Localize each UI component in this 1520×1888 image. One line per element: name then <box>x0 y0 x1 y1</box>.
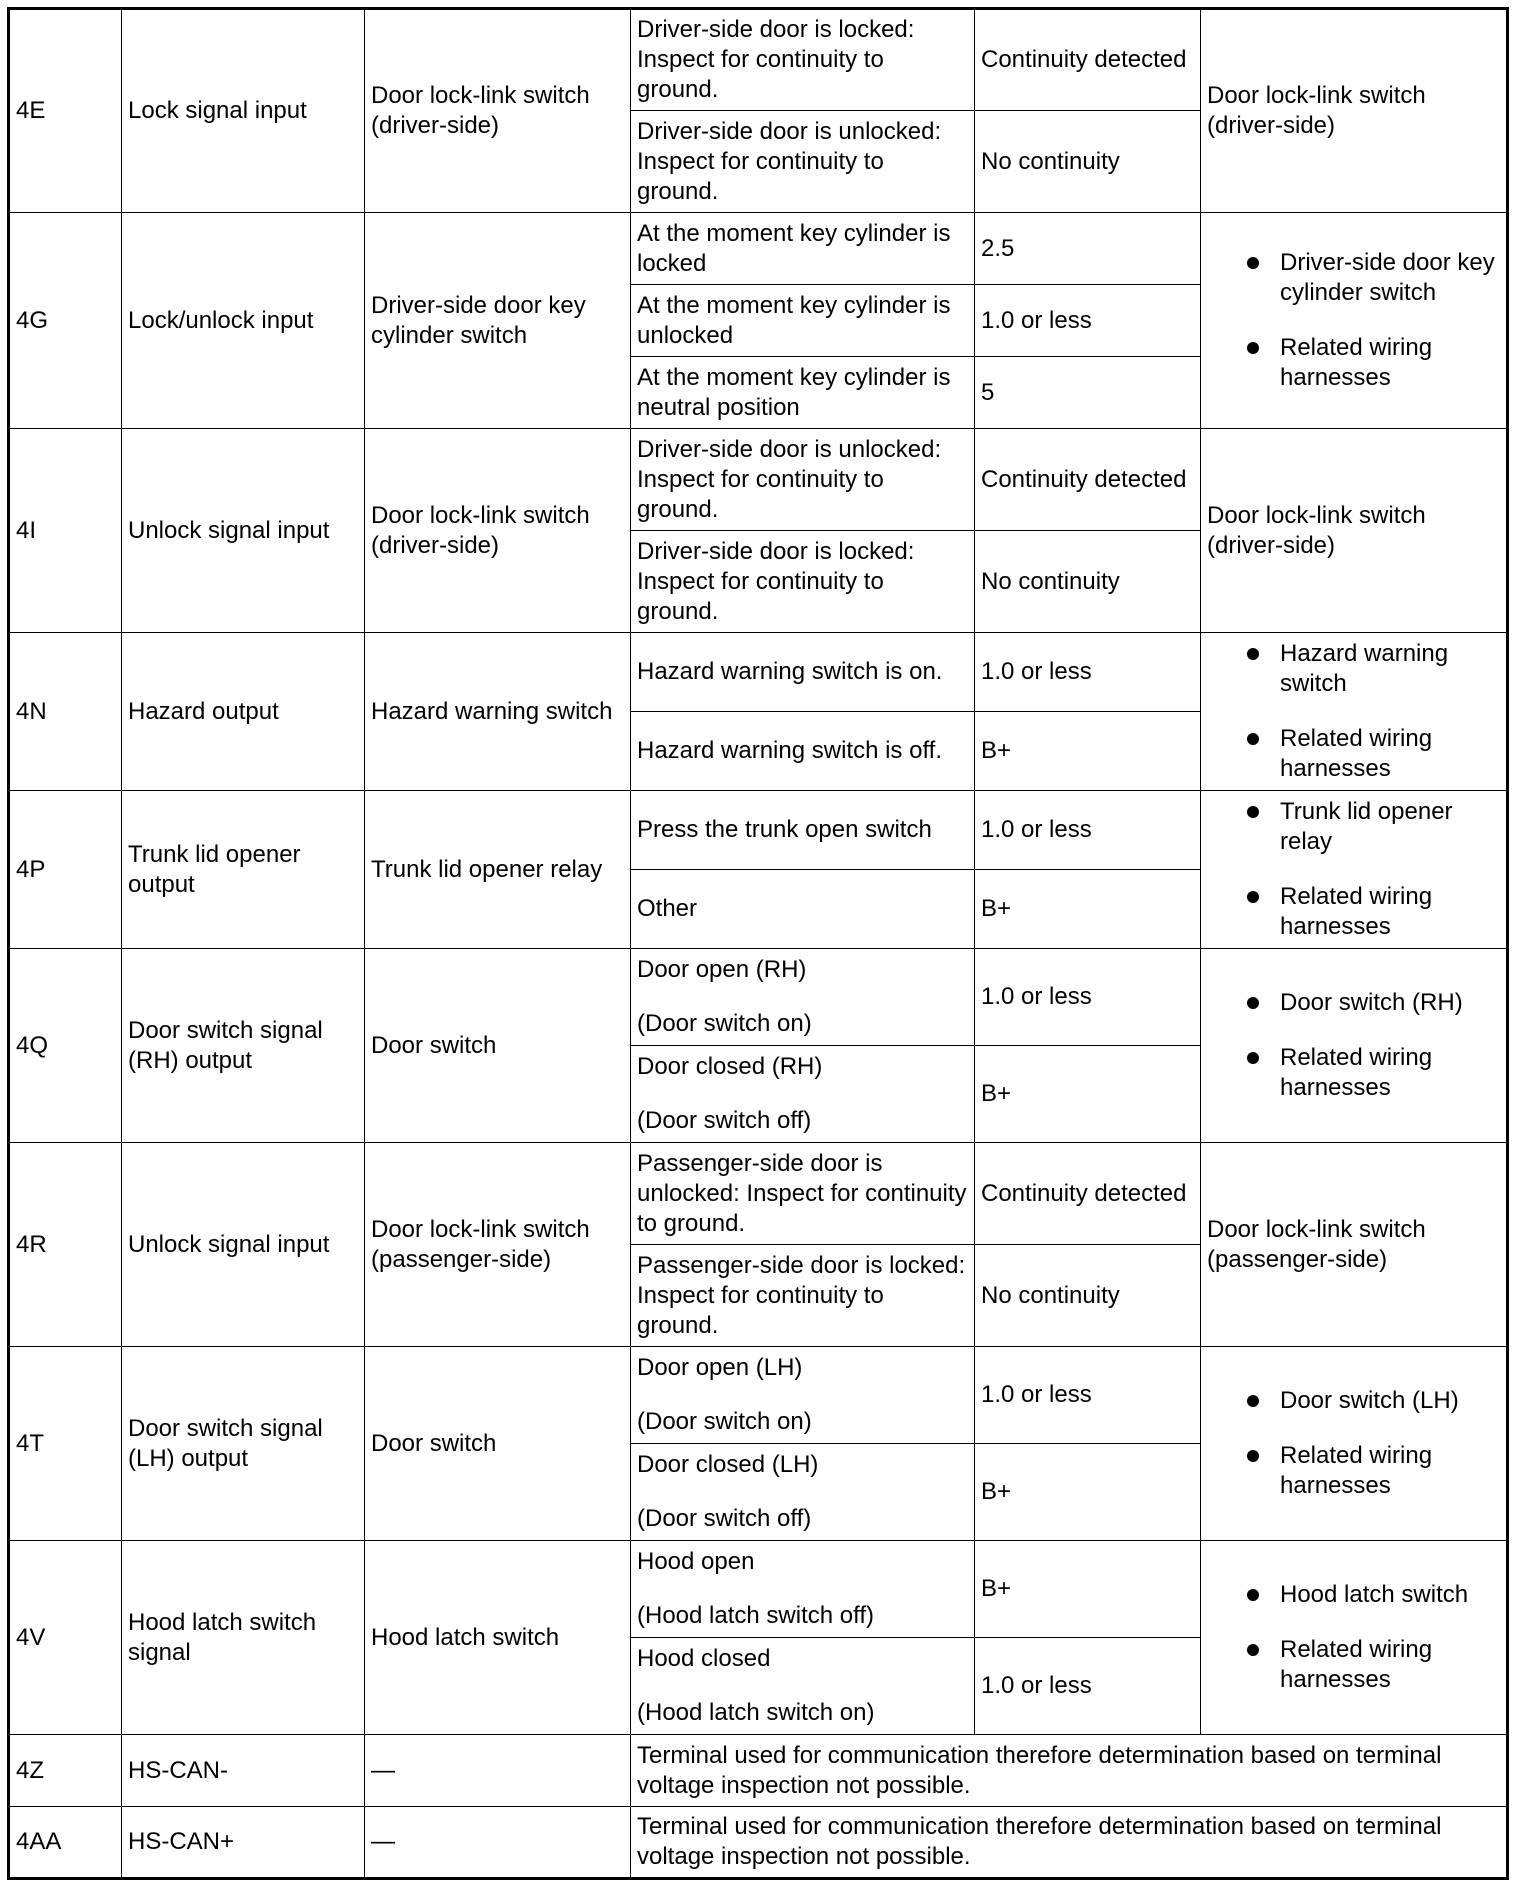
inspection-list-item: Related wiring harnesses <box>1247 1441 1500 1501</box>
measurement-condition-cell: At the moment key cylinder is locked <box>631 213 975 285</box>
measurement-condition-cell: Driver-side door is locked: Inspect for continuity to ground. <box>631 9 975 111</box>
connected-to-cell: Hazard warning switch <box>365 633 631 791</box>
inspection-list-item: Hood latch switch <box>1247 1580 1500 1610</box>
signal-cell: Hazard output <box>122 633 365 791</box>
measurement-condition-cell: Hazard warning switch is off. <box>631 712 975 791</box>
terminal-cell: 4I <box>9 429 122 633</box>
inspection-list-item: Related wiring harnesses <box>1247 882 1500 942</box>
voltage-value-cell: Continuity detected <box>975 429 1201 531</box>
terminal-cell: 4G <box>9 213 122 429</box>
inspection-list-item: Driver-side door key cylinder switch <box>1247 248 1500 308</box>
voltage-value-cell: No continuity <box>975 1245 1201 1347</box>
table-body <box>9 9 1508 1879</box>
table-row <box>9 429 1508 531</box>
inspection-list <box>1207 639 1500 784</box>
voltage-value-cell: B+ <box>975 1541 1201 1638</box>
inspection-item-cell <box>1201 1541 1508 1735</box>
condition-line: (Hood latch switch off) <box>637 1602 874 1629</box>
voltage-value-cell: 2.5 <box>975 213 1201 285</box>
table-row <box>9 949 1508 1046</box>
voltage-value-cell: 5 <box>975 357 1201 429</box>
voltage-value-cell: B+ <box>975 1046 1201 1143</box>
terminal-cell: 4V <box>9 1541 122 1735</box>
table-row <box>9 1143 1508 1245</box>
terminal-cell: 4N <box>9 633 122 791</box>
condition-line: (Door switch on) <box>637 1010 812 1037</box>
inspection-list <box>1207 1580 1500 1695</box>
signal-cell: Lock/unlock input <box>122 213 365 429</box>
condition-line: Door closed (LH) <box>637 1451 819 1478</box>
condition-line: Door closed (RH) <box>637 1053 823 1080</box>
connected-to-cell: — <box>365 1735 631 1807</box>
voltage-value-cell: B+ <box>975 870 1201 949</box>
signal-cell: Door switch signal (RH) output <box>122 949 365 1143</box>
table-row <box>9 1807 1508 1879</box>
inspection-list-item: Door switch (RH) <box>1247 988 1500 1018</box>
terminal-cell: 4AA <box>9 1807 122 1879</box>
connected-to-cell: Door switch <box>365 949 631 1143</box>
signal-cell: Unlock signal input <box>122 1143 365 1347</box>
terminal-cell: 4Z <box>9 1735 122 1807</box>
inspection-item-cell <box>1201 791 1508 949</box>
inspection-list <box>1207 248 1500 393</box>
voltage-value-cell: B+ <box>975 1444 1201 1541</box>
connected-to-cell: Door lock-link switch (driver-side) <box>365 429 631 633</box>
voltage-value-cell: 1.0 or less <box>975 791 1201 870</box>
signal-cell: HS-CAN- <box>122 1735 365 1807</box>
condition-line: Door open (LH) <box>637 1354 803 1381</box>
condition-line: (Door switch on) <box>637 1408 812 1435</box>
voltage-value-cell: B+ <box>975 712 1201 791</box>
inspection-list-item: Related wiring harnesses <box>1247 1043 1500 1103</box>
inspection-item-cell <box>1201 949 1508 1143</box>
signal-cell: Lock signal input <box>122 9 365 213</box>
measurement-condition-cell <box>631 1541 975 1638</box>
inspection-list-item: Trunk lid opener relay <box>1247 797 1500 857</box>
connected-to-cell: Door switch <box>365 1347 631 1541</box>
measurement-condition-cell: Driver-side door is unlocked: Inspect for continuity to ground. <box>631 111 975 213</box>
inspection-item-cell: Door lock-link switch (driver-side) <box>1201 429 1508 633</box>
condition-line: Hood open <box>637 1548 755 1575</box>
measurement-condition-cell: Other <box>631 870 975 949</box>
voltage-value-cell: 1.0 or less <box>975 1638 1201 1735</box>
voltage-value-cell: No continuity <box>975 531 1201 633</box>
inspection-list-item: Door switch (LH) <box>1247 1386 1500 1416</box>
signal-cell: Hood latch switch signal <box>122 1541 365 1735</box>
terminal-cell: 4P <box>9 791 122 949</box>
inspection-item-cell <box>1201 213 1508 429</box>
condition-line: (Door switch off) <box>637 1505 812 1532</box>
inspection-item-cell: Door lock-link switch (driver-side) <box>1201 9 1508 213</box>
connected-to-cell: Door lock-link switch (passenger-side) <box>365 1143 631 1347</box>
table-row <box>9 791 1508 870</box>
measurement-condition-cell: At the moment key cylinder is neutral position <box>631 357 975 429</box>
measurement-condition-cell <box>631 1638 975 1735</box>
voltage-value-cell: Continuity detected <box>975 1143 1201 1245</box>
measurement-condition-cell <box>631 949 975 1046</box>
table-row <box>9 1735 1508 1807</box>
signal-cell: Door switch signal (LH) output <box>122 1347 365 1541</box>
signal-cell: Unlock signal input <box>122 429 365 633</box>
terminal-cell: 4Q <box>9 949 122 1143</box>
measurement-condition-cell: Hazard warning switch is on. <box>631 633 975 712</box>
inspection-list-item: Related wiring harnesses <box>1247 1635 1500 1695</box>
measurement-condition-cell: Press the trunk open switch <box>631 791 975 870</box>
table-row <box>9 1347 1508 1444</box>
measurement-condition-cell <box>631 1046 975 1143</box>
note-cell: Terminal used for communication therefore determination based on terminal voltage inspection not possible. <box>631 1735 1508 1807</box>
table-row <box>9 1541 1508 1638</box>
measurement-condition-cell <box>631 1444 975 1541</box>
connected-to-cell: — <box>365 1807 631 1879</box>
inspection-item-cell <box>1201 1347 1508 1541</box>
voltage-value-cell: Continuity detected <box>975 9 1201 111</box>
voltage-value-cell: 1.0 or less <box>975 1347 1201 1444</box>
connected-to-cell: Hood latch switch <box>365 1541 631 1735</box>
inspection-list <box>1207 797 1500 942</box>
terminal-cell: 4R <box>9 1143 122 1347</box>
condition-line: (Hood latch switch on) <box>637 1699 875 1726</box>
voltage-value-cell: No continuity <box>975 111 1201 213</box>
signal-cell: Trunk lid opener output <box>122 791 365 949</box>
terminal-cell: 4T <box>9 1347 122 1541</box>
signal-cell: HS-CAN+ <box>122 1807 365 1879</box>
connected-to-cell: Trunk lid opener relay <box>365 791 631 949</box>
table-row <box>9 213 1508 285</box>
inspection-list <box>1207 1386 1500 1501</box>
inspection-item-cell: Door lock-link switch (passenger-side) <box>1201 1143 1508 1347</box>
connected-to-cell: Door lock-link switch (driver-side) <box>365 9 631 213</box>
measurement-condition-cell: Passenger-side door is unlocked: Inspect for continuity to ground. <box>631 1143 975 1245</box>
inspection-list-item: Related wiring harnesses <box>1247 724 1500 784</box>
measurement-condition-cell: Driver-side door is unlocked: Inspect for continuity to ground. <box>631 429 975 531</box>
inspection-item-cell <box>1201 633 1508 791</box>
condition-line: Hood closed <box>637 1645 771 1672</box>
table-row <box>9 9 1508 111</box>
voltage-value-cell: 1.0 or less <box>975 633 1201 712</box>
terminal-cell: 4E <box>9 9 122 213</box>
voltage-value-cell: 1.0 or less <box>975 285 1201 357</box>
measurement-condition-cell: At the moment key cylinder is unlocked <box>631 285 975 357</box>
measurement-condition-cell: Driver-side door is locked: Inspect for continuity to ground. <box>631 531 975 633</box>
table-row <box>9 633 1508 712</box>
connected-to-cell: Driver-side door key cylinder switch <box>365 213 631 429</box>
measurement-condition-cell: Passenger-side door is locked: Inspect for continuity to ground. <box>631 1245 975 1347</box>
condition-line: (Door switch off) <box>637 1107 812 1134</box>
inspection-list <box>1207 988 1500 1103</box>
voltage-value-cell: 1.0 or less <box>975 949 1201 1046</box>
inspection-list-item: Hazard warning switch <box>1247 639 1500 699</box>
terminal-inspection-table <box>7 7 1509 1880</box>
condition-line: Door open (RH) <box>637 956 807 983</box>
measurement-condition-cell <box>631 1347 975 1444</box>
note-cell: Terminal used for communication therefore determination based on terminal voltage inspection not possible. <box>631 1807 1508 1879</box>
inspection-list-item: Related wiring harnesses <box>1247 333 1500 393</box>
